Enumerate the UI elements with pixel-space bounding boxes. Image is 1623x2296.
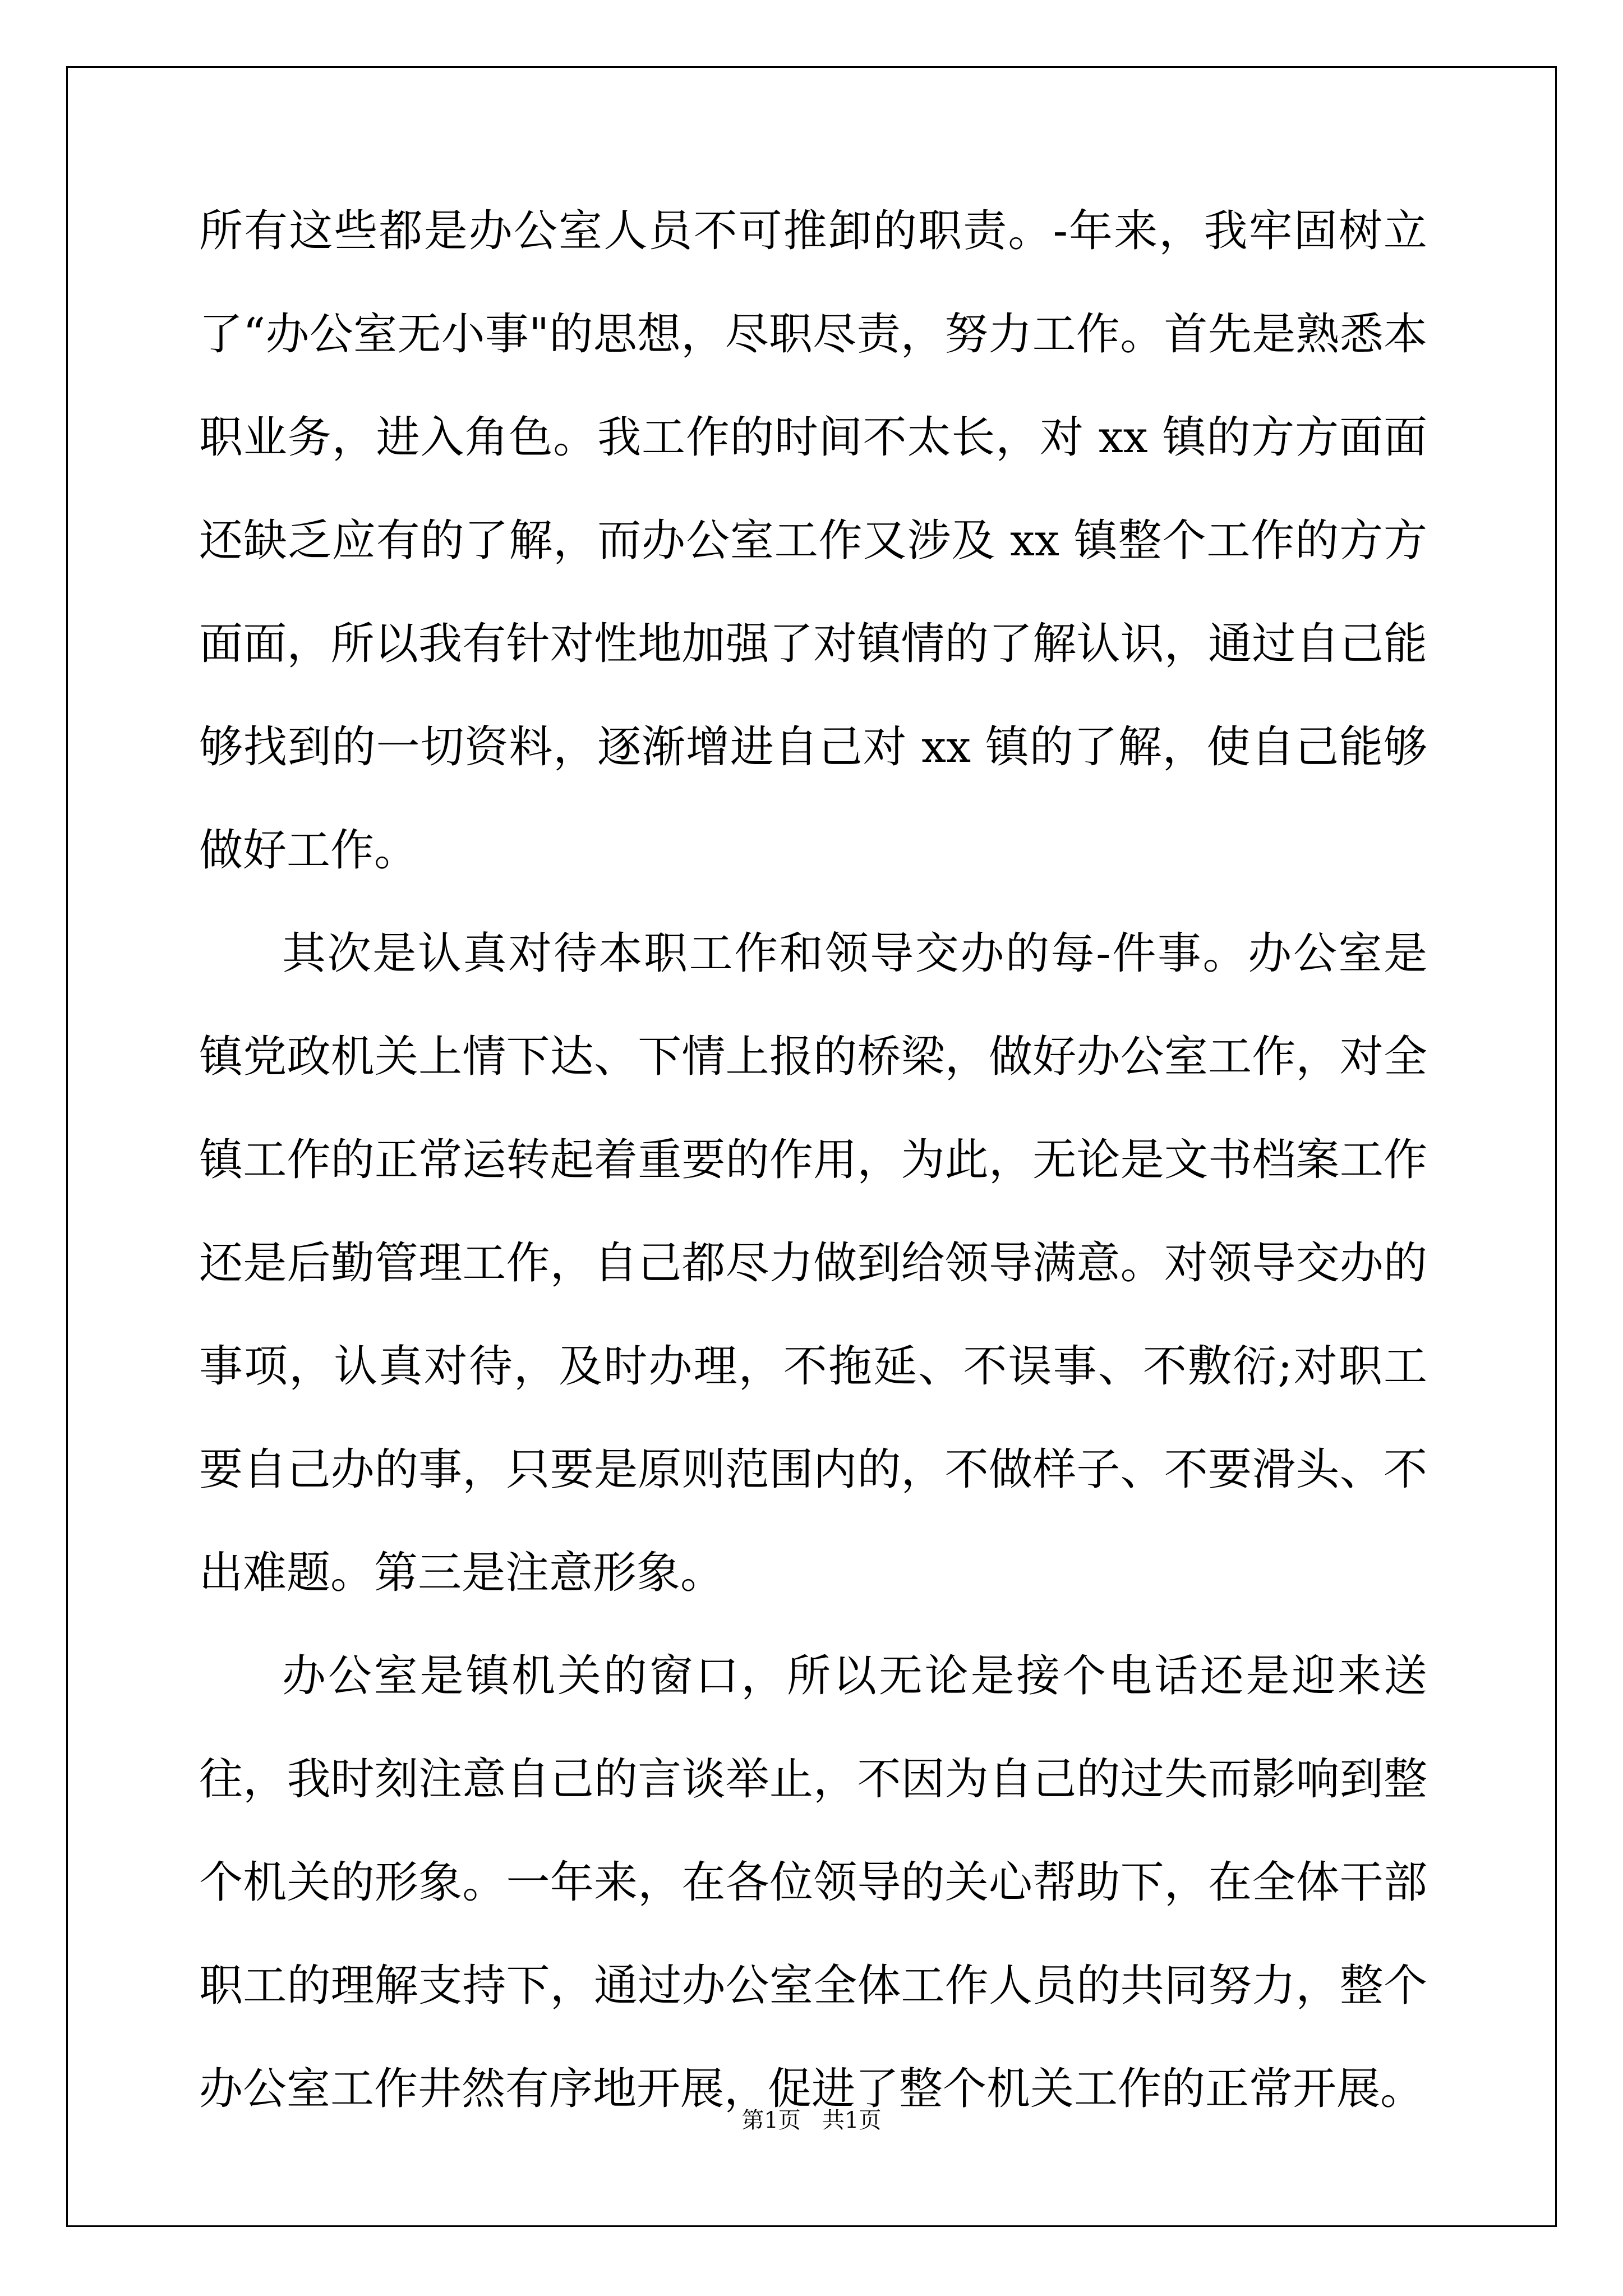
paragraph-1: 所有这些都是办公室人员不可推卸的职责。-年来，我牢固树立了“办公室无小事"的思想，尽职尽责，努力工作。首先是熟悉本职业务，进入角色。我工作的时间不太长，对 xx 镇的方方面面还缺乏应有的了解，而办公室工作又涉及 xx 镇整个工作的方方面面，所以我有针对性地加强了对镇情的了解认识，通过自己能够找到的一切资料，逐渐增进自己对 xx 镇的了解，使自己能够做好工作。 xyxy=(199,206,1427,876)
paragraph-3: 办公室是镇机关的窗口，所以无论是接个电话还是迎来送往，我时刻注意自己的言谈举止，不因为自己的过失而影响到整个机关的形象。一年来，在各位领导的关心帮助下，在全体干部职工的理解支持下，通过办公室全体工作人员的共同努力，整个办公室工作井然有序地开展，促进了整个机关工作的正常开展。 xyxy=(199,1651,1427,2114)
page-footer: 第1页 共1页 xyxy=(741,2108,882,2133)
document-body xyxy=(199,180,1427,2141)
paragraph-2: 其次是认真对待本职工作和领导交办的每-件事。办公室是镇党政机关上情下达、下情上报的桥梁，做好办公室工作，对全镇工作的正常运转起着重要的作用，为此，无论是文书档案工作还是后勤管理工作，自己都尽力做到给领导满意。对领导交办的事项，认真对待，及时办理，不拖延、不误事、不敷衍;对职工要自己办的事，只要是原则范围内的，不做样子、不要滑头、不出难题。第三是注意形象。 xyxy=(199,928,1427,1598)
